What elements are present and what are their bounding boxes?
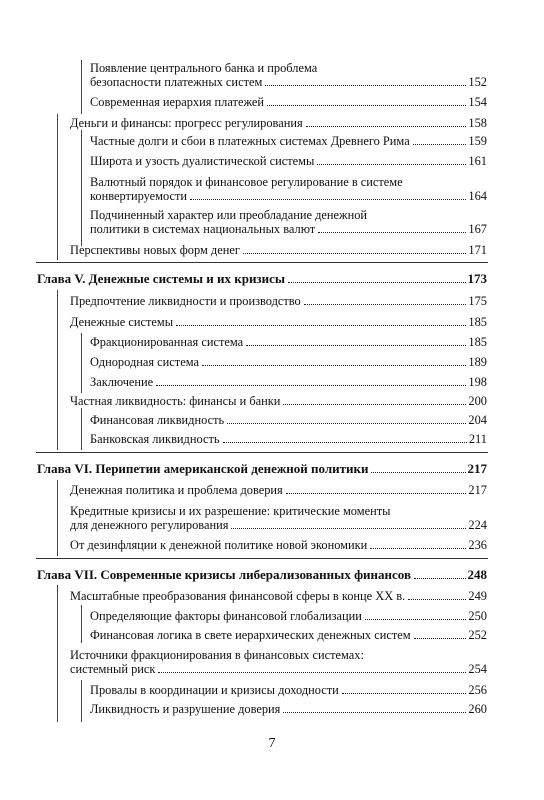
toc-chapter bbox=[37, 272, 487, 286]
dot-leader bbox=[304, 304, 467, 305]
toc-page-number: 217 bbox=[468, 483, 487, 497]
toc-entry-title-cont: безопасности платежных систем bbox=[90, 74, 263, 89]
toc-entry bbox=[90, 703, 487, 717]
dot-leader bbox=[190, 199, 466, 200]
toc-page-number: 159 bbox=[468, 134, 487, 148]
toc-entry-title: Современная иерархия платежей bbox=[90, 95, 264, 109]
toc-entry-title: Частные долги и сбои в платежных системах Древнего Рима bbox=[90, 134, 410, 148]
toc-entry bbox=[90, 610, 487, 624]
toc-entry bbox=[70, 590, 487, 604]
hierarchy-bar bbox=[57, 290, 58, 450]
toc-entry-title: Предпочтение ликвидности и производство bbox=[70, 294, 301, 308]
toc-page-number: 185 bbox=[468, 315, 487, 329]
dot-leader bbox=[342, 693, 467, 694]
toc-page-number: 173 bbox=[467, 271, 487, 286]
hierarchy-bar bbox=[81, 680, 82, 722]
dot-leader bbox=[156, 385, 466, 386]
toc-page-number: 249 bbox=[468, 589, 487, 603]
dot-leader bbox=[371, 472, 465, 473]
dot-leader bbox=[283, 712, 466, 713]
toc-entry-title: Частная ликвидность: финансы и банки bbox=[70, 394, 281, 408]
toc-entry-title: Денежные системы bbox=[70, 315, 174, 329]
dot-leader bbox=[243, 253, 466, 254]
toc-entry bbox=[70, 505, 487, 532]
dot-leader bbox=[158, 672, 466, 673]
toc-entry-title: Денежная политика и проблема доверия bbox=[70, 483, 283, 497]
toc-entry-title-cont: конвертируемости bbox=[90, 188, 188, 203]
toc-entry-title: Деньги и финансы: прогресс регулирования bbox=[70, 116, 303, 130]
page-number: 7 bbox=[268, 736, 276, 751]
toc-page-number: 198 bbox=[468, 375, 487, 389]
toc-page-number: 164 bbox=[468, 188, 487, 203]
toc-entry bbox=[70, 244, 487, 258]
toc-entry bbox=[90, 433, 487, 447]
dot-leader bbox=[223, 442, 467, 443]
toc-entry bbox=[90, 684, 487, 698]
toc-entry-title: Провалы в координации и кризисы доходности bbox=[90, 683, 339, 697]
toc-entry-title: Валютный порядок и финансовое регулирование в системе bbox=[90, 175, 403, 189]
toc-entry-title: Перспективы новых форм денег bbox=[70, 243, 240, 257]
toc-entry-title: Источники фракционирования в финансовых системах: bbox=[70, 648, 364, 662]
dot-leader bbox=[317, 164, 466, 165]
toc-page-number: 217 bbox=[467, 461, 487, 476]
chapter-rule bbox=[36, 262, 488, 263]
chapter-rule bbox=[36, 558, 488, 559]
dot-leader bbox=[176, 325, 466, 326]
toc-entry-title: Банковская ликвидность bbox=[90, 432, 220, 446]
dot-leader bbox=[365, 619, 466, 620]
hierarchy-bar bbox=[81, 130, 82, 246]
toc-page-number: 252 bbox=[468, 628, 487, 642]
toc-page-number: 211 bbox=[468, 432, 487, 446]
toc-page-number: 254 bbox=[468, 661, 487, 676]
dot-leader bbox=[318, 232, 466, 233]
toc-entry bbox=[90, 209, 487, 236]
toc-entry bbox=[90, 62, 487, 89]
dot-leader bbox=[267, 105, 466, 106]
toc-page-number: 185 bbox=[468, 335, 487, 349]
toc-entry bbox=[90, 176, 487, 203]
dot-leader bbox=[408, 599, 466, 600]
toc-entry bbox=[90, 376, 487, 390]
chapter-title: Глава VI. Перипетии американской денежной политики bbox=[37, 461, 369, 476]
toc-chapter bbox=[37, 568, 487, 582]
toc-entry bbox=[90, 414, 487, 428]
dot-leader bbox=[283, 404, 466, 405]
toc-entry-title: Финансовая ликвидность bbox=[90, 413, 225, 427]
toc-entry bbox=[70, 395, 487, 409]
chapter-title: Глава VII. Современные кризисы либерализованных финансов bbox=[37, 567, 411, 582]
toc-entry-title: Подчиненный характер или преобладание денежной bbox=[90, 208, 368, 222]
toc-page-number: 236 bbox=[468, 538, 487, 552]
toc-page-number: 250 bbox=[468, 609, 487, 623]
toc-entry-title: Фракционированная система bbox=[90, 335, 244, 349]
toc-page-number: 152 bbox=[468, 74, 487, 89]
toc-entry-title: Ликвидность и разрушение доверия bbox=[90, 702, 281, 716]
toc-page-number: 204 bbox=[468, 413, 487, 427]
dot-leader bbox=[202, 365, 466, 366]
toc-page-number: 158 bbox=[468, 116, 487, 130]
toc-entry-title: Определяющие факторы финансовой глобализации bbox=[90, 609, 362, 623]
toc-page-number: 175 bbox=[468, 294, 487, 308]
dot-leader bbox=[414, 578, 466, 579]
toc-entry-title: Кредитные кризисы и их разрешение: критические моменты bbox=[70, 504, 391, 518]
toc-entry bbox=[70, 649, 487, 676]
toc-entry bbox=[90, 155, 487, 169]
hierarchy-bar bbox=[57, 480, 58, 556]
toc-entry-title-cont: для денежного регулирования bbox=[70, 517, 229, 532]
toc-entry bbox=[90, 336, 487, 350]
toc-entry bbox=[90, 629, 487, 643]
toc-entry bbox=[70, 316, 487, 330]
dot-leader bbox=[414, 638, 467, 639]
toc-entry bbox=[90, 96, 487, 110]
toc-page-number: 224 bbox=[468, 517, 487, 532]
toc-entry-title: Широта и узость дуалистической системы bbox=[90, 154, 315, 168]
hierarchy-bar bbox=[57, 114, 58, 260]
toc-entry-title-cont: системный риск bbox=[70, 661, 156, 676]
toc-page-number: 256 bbox=[468, 683, 487, 697]
hierarchy-bar bbox=[81, 408, 82, 450]
hierarchy-bar bbox=[57, 585, 58, 722]
toc-page-number: 189 bbox=[468, 355, 487, 369]
toc-entry-title: Масштабные преобразования финансовой сферы в конце XX в. bbox=[70, 589, 406, 603]
toc-page-number: 167 bbox=[468, 221, 487, 236]
toc-entry bbox=[70, 117, 487, 131]
dot-leader bbox=[288, 282, 465, 283]
toc-page-number: 171 bbox=[468, 243, 487, 257]
toc-entry bbox=[70, 484, 487, 498]
toc-entry bbox=[70, 539, 487, 553]
dot-leader bbox=[231, 528, 466, 529]
dot-leader bbox=[227, 423, 466, 424]
toc-page-number: 154 bbox=[468, 95, 487, 109]
chapter-rule bbox=[36, 452, 488, 453]
hierarchy-bar bbox=[81, 605, 82, 643]
toc-entry-title: Однородная система bbox=[90, 355, 199, 369]
toc-entry-title: От дезинфляции к денежной политике новой экономики bbox=[70, 538, 368, 552]
toc-entry bbox=[90, 356, 487, 370]
toc-entry-title: Появление центрального банка и проблема bbox=[90, 61, 318, 75]
hierarchy-bar bbox=[81, 60, 82, 114]
chapter-title: Глава V. Денежные системы и их кризисы bbox=[37, 271, 286, 286]
toc-page-number: 161 bbox=[468, 154, 487, 168]
toc-entry bbox=[70, 295, 487, 309]
toc-entry-title: Финансовая логика в свете иерархических денежных систем bbox=[90, 628, 411, 642]
toc-page-number: 248 bbox=[467, 567, 487, 582]
dot-leader bbox=[246, 345, 466, 346]
toc-page-number: 200 bbox=[468, 394, 487, 408]
toc-chapter bbox=[37, 462, 487, 476]
toc-entry bbox=[90, 135, 487, 149]
dot-leader bbox=[413, 144, 467, 145]
dot-leader bbox=[265, 85, 466, 86]
toc-entry-title-cont: политики в системах национальных валют bbox=[90, 221, 316, 236]
toc-entry-title: Заключение bbox=[90, 375, 154, 389]
dot-leader bbox=[286, 493, 467, 494]
dot-leader bbox=[306, 126, 467, 127]
hierarchy-bar bbox=[81, 333, 82, 393]
dot-leader bbox=[370, 548, 466, 549]
toc-page-number: 260 bbox=[468, 702, 487, 716]
